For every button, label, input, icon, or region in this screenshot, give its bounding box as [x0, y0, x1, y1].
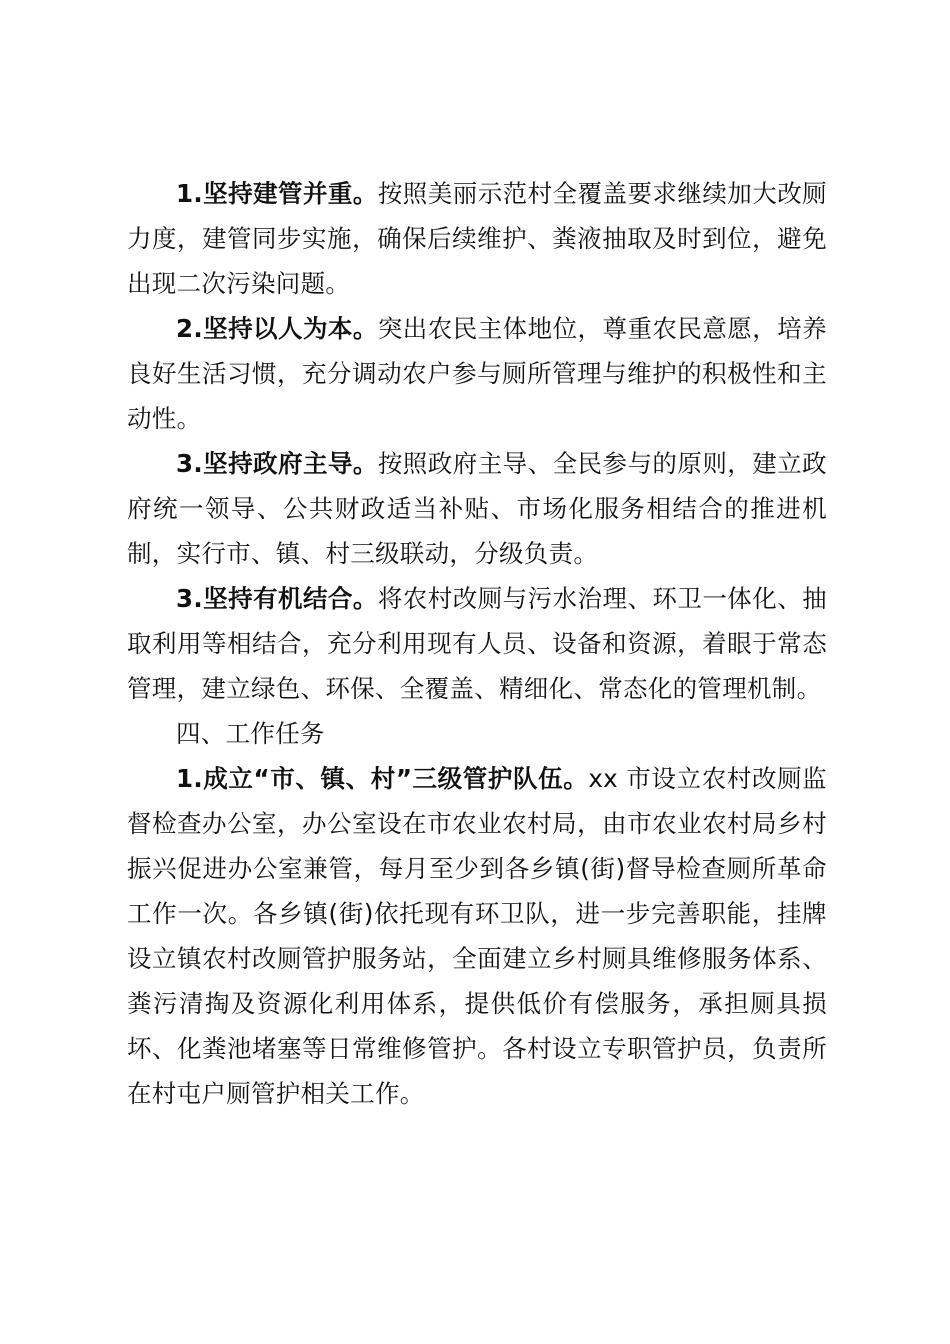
task-paragraph-1 [127, 756, 827, 1116]
principle-1-lead: 1.坚持建管并重。 [176, 179, 378, 208]
principle-3-lead: 3.坚持政府主导。 [176, 449, 378, 478]
principle-paragraph-4 [127, 576, 827, 711]
section-heading: 四、工作任务 [176, 719, 325, 748]
principle-3-body: 按照政府主导、全民参与的原则，建立政府统一领导、公共财政适当补贴、市场化服务相结合的推进机制，实行市、镇、村三级联动，分级负责。 [127, 449, 827, 568]
task-1-lead: 1.成立“市、镇、村”三级管护队伍。 [176, 764, 589, 793]
principle-2-lead: 2.坚持以人为本。 [176, 314, 378, 343]
principle-4-body: 将农村改厕与污水治理、环卫一体化、抽取利用等相结合，充分利用现有人员、设备和资源，着眼于常态管理，建立绿色、环保、全覆盖、精细化、常态化的管理机制。 [127, 584, 827, 703]
principle-paragraph-1 [127, 171, 827, 306]
principle-paragraph-2 [127, 306, 827, 441]
principle-1-body: 按照美丽示范村全覆盖要求继续加大改厕力度，建管同步实施，确保后续维护、粪液抽取及时到位，避免出现二次污染问题。 [127, 179, 827, 298]
document-body [127, 171, 827, 1116]
task-1-body: xx 市设立农村改厕监督检查办公室，办公室设在市农业农村局，由市农业农村局乡村振兴促进办公室兼管，每月至少到各乡镇(街)督导检查厕所革命工作一次。各乡镇(街)依托现有环卫队，进一步完善职能，挂牌设立镇农村改厕管护服务站，全面建立乡村厕具维修服务体系、粪污清掏及资源化利用体系，提供低价有偿服务，承担厕具损坏、化粪池堵塞等日常维修管护。各村设立专职管护员，负责所在村屯户厕管护相关工作。 [127, 764, 827, 1108]
principle-paragraph-3 [127, 441, 827, 576]
principle-4-lead: 3.坚持有机结合。 [176, 584, 378, 613]
principle-2-body: 突出农民主体地位，尊重农民意愿，培养良好生活习惯，充分调动农户参与厕所管理与维护的积极性和主动性。 [127, 314, 827, 433]
